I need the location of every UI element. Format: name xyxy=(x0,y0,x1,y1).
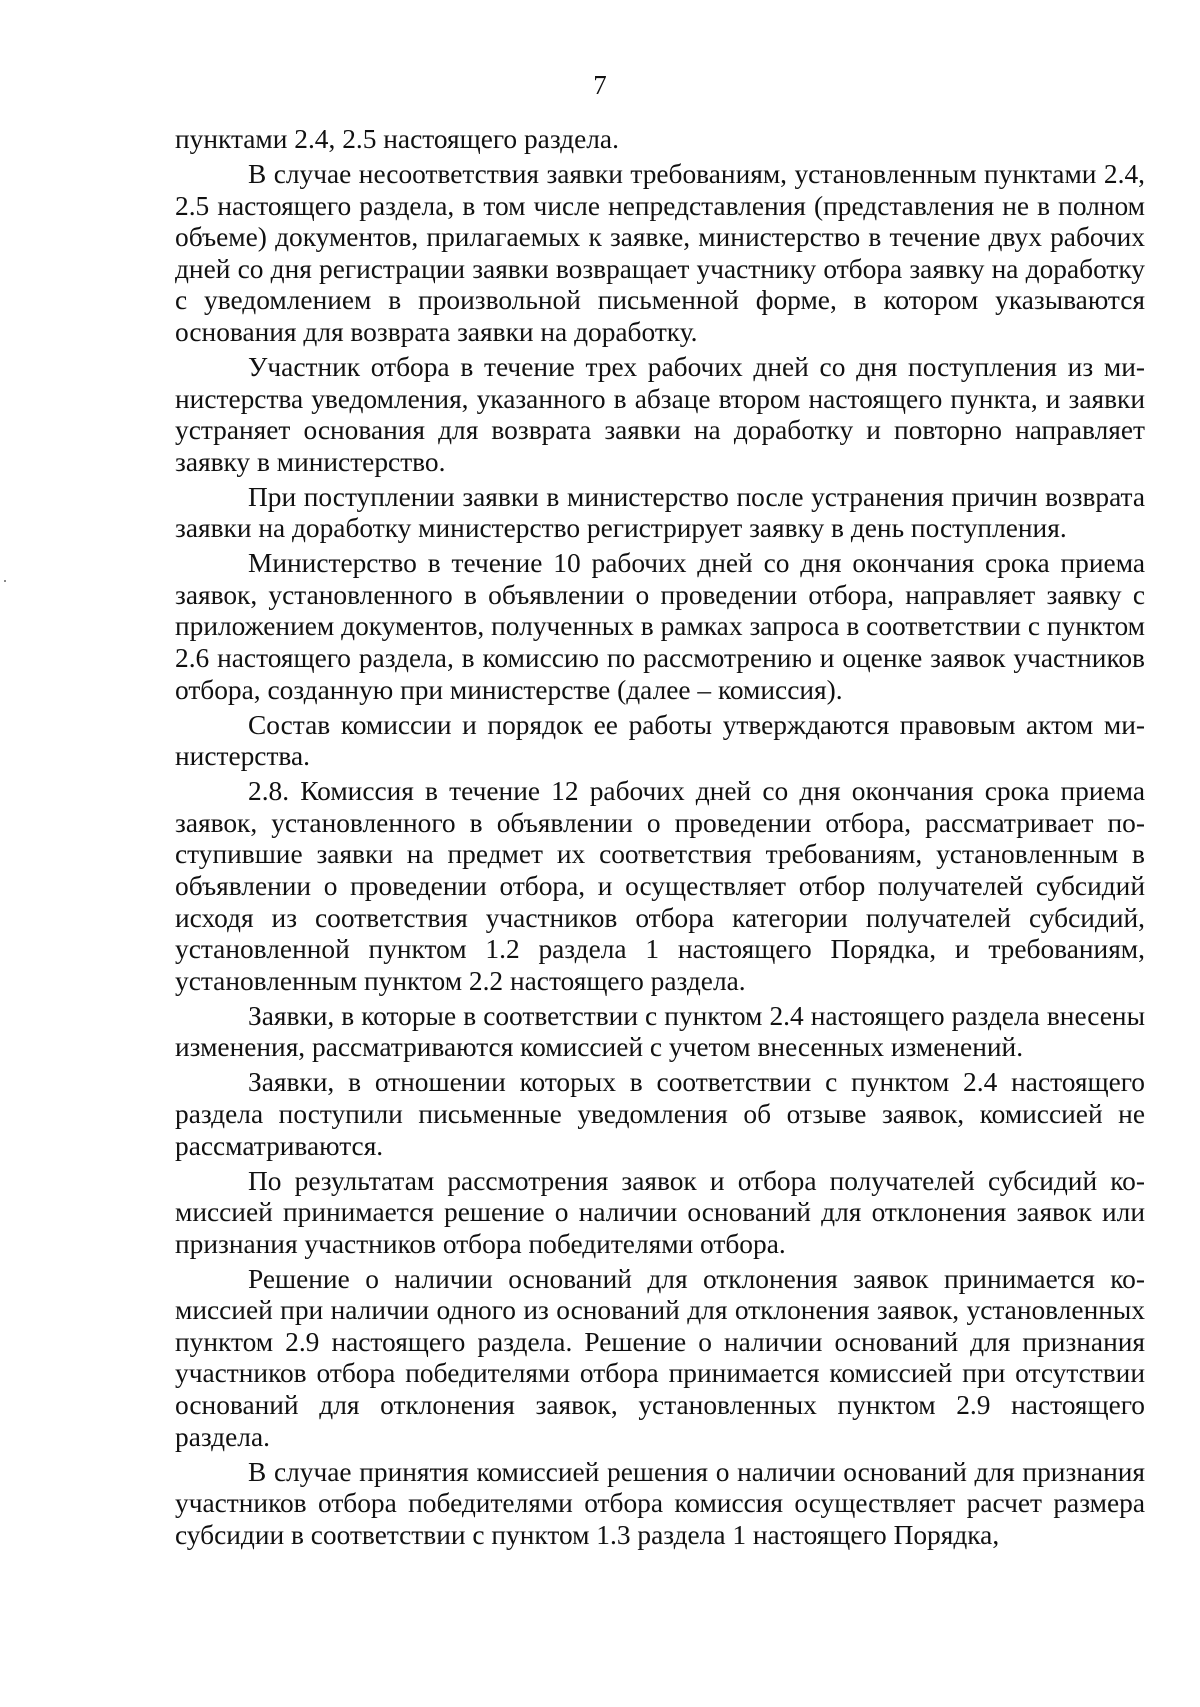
paragraph: При поступлении заявки в министерство после устранения причин возврата заявки на доработку министерство регистрирует заявку в день поступления. xyxy=(175,481,1145,544)
paragraph: пунктами 2.4, 2.5 настоящего раздела. xyxy=(175,124,619,154)
paragraph: Заявки, в отношении которых в соответствии с пунктом 2.4 настоящего раздела поступили письменные уведомления об отзыве заявок, комиссией не рассматриваются. xyxy=(175,1067,1145,1161)
document-body xyxy=(175,124,1145,1555)
paragraph: Состав комиссии и порядок ее работы утверждаются правовым актом министерства. xyxy=(175,709,1145,772)
paragraph: В случае принятия комиссией решения о наличии оснований для признания участников отбора победителями отбора комиссия осуществляет расчет размера субсидии в соответствии с пунктом 1.3 раздела 1 настоящего Порядка, xyxy=(175,1456,1145,1550)
paragraph: По результатам рассмотрения заявок и отбора получателей субсидий комиссией принимается решение о наличии оснований для отклонения заявок или признания участников отбора победителями отбора. xyxy=(175,1165,1145,1259)
paragraph: Решение о наличии оснований для отклонения заявок принимается комиссией при наличии одного из оснований для отклонения заявок, установленных пунктом 2.9 настоящего раздела. Решение о наличии оснований для признания участников отбора победителями отбора принимается комиссией при отсутствии оснований для отклонения заявок, установленных пунктом 2.9 настоящего раздела. xyxy=(175,1263,1145,1452)
paragraph: В случае несоответствия заявки требованиям, установленным пунктами 2.4, 2.5 настоящего раздела, в том числе непредставления (представления не в полном объеме) документов, прилагаемых к заявке, министерство в течение двух рабочих дней со дня регистрации заявки возвращает участнику отбора заявку на доработку с уведомлением в произвольной письменной форме, в котором указываются основания для возврата заявки на доработку. xyxy=(175,158,1145,347)
paragraph: 2.8. Комиссия в течение 12 рабочих дней со дня окончания срока приема заявок, установленного в объявлении о проведении отбора, рассматривает поступившие заявки на предмет их соответствия требованиям, установленным в объявлении о проведении отбора, и осуществляет отбор получателей субсидий исходя из соответствия участников отбора категории получателей субсидий, установленной пунктом 1.2 раздела 1 настоящего Порядка, и требованиям, установленным пунктом 2.2 настоящего раздела. xyxy=(175,776,1145,996)
paragraph: Министерство в течение 10 рабочих дней со дня окончания срока приема заявок, установленного в объявлении о проведении отбора, направляет заявку с приложением документов, полученных в рамках запроса в соответствии с пунктом 2.6 настоящего раздела, в комиссию по рассмотрению и оценке заявок участников отбора, созданную при министерстве (далее – комиссия). xyxy=(175,548,1145,705)
paragraph: Заявки, в которые в соответствии с пунктом 2.4 настоящего раздела внесены изменения, рассматриваются комиссией с учетом внесенных изменений. xyxy=(175,1000,1145,1063)
paragraph: Участник отбора в течение трех рабочих дней со дня поступления из министерства уведомления, указанного в абзаце втором настоящего пункта, и заявки устраняет основания для возврата заявки на доработку и повторно направляет заявку в министерство. xyxy=(175,351,1145,477)
scan-artifact xyxy=(4,580,6,582)
page-number: 7 xyxy=(593,70,607,100)
